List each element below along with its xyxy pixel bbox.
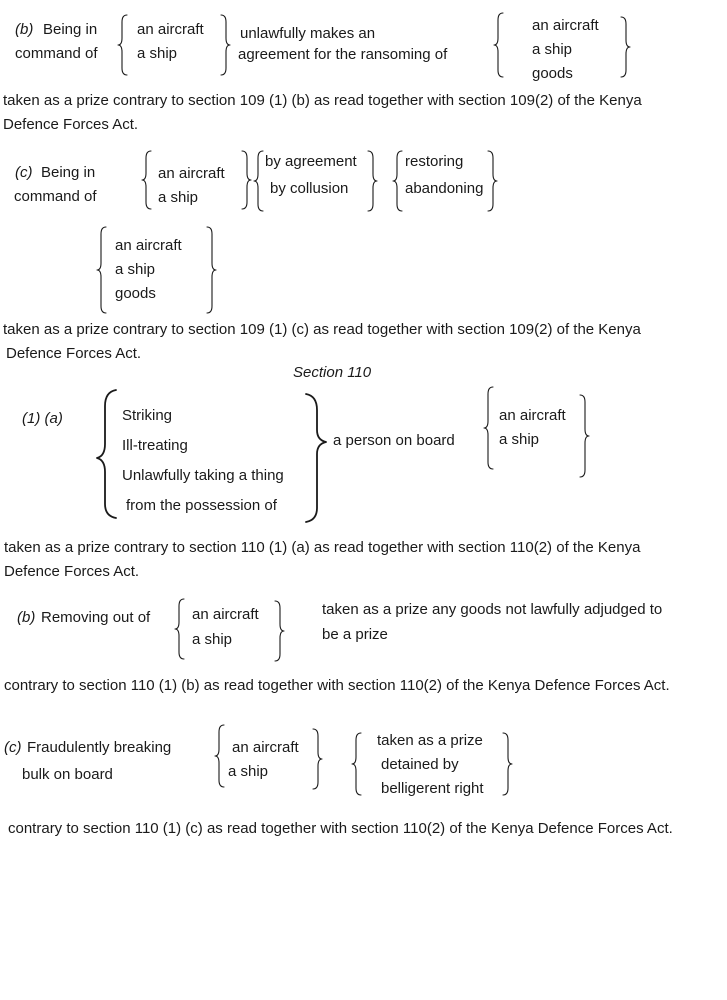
clause-text: command of xyxy=(15,45,98,62)
option-taken-as-prize: taken as a prize xyxy=(377,732,483,749)
act-striking: Striking xyxy=(122,407,173,424)
option-by-collusion: by collusion xyxy=(270,180,349,197)
alternative-ship: a ship xyxy=(499,431,540,448)
clause-text: unlawfully makes an xyxy=(240,25,376,42)
act-ill-treating: Ill-treating xyxy=(122,437,188,454)
offence-tail: taken as a prize contrary to section 109 (1) (b) as read together with section 109(2) of the Kenya xyxy=(3,92,642,109)
alternative-ship: a ship xyxy=(532,41,573,58)
clause-text: agreement for the ransoming of xyxy=(238,46,448,63)
option-detained-by: detained by xyxy=(381,756,459,773)
alternative-aircraft: an aircraft xyxy=(115,237,182,254)
clause-text: Fraudulently breaking xyxy=(27,739,172,756)
offence-tail: contrary to section 110 (1) (b) as read together with section 110(2) of the Kenya Defence Forces Act. xyxy=(4,677,670,694)
alternative-aircraft: an aircraft xyxy=(532,17,599,34)
left-brace xyxy=(484,386,496,470)
act-taking: Unlawfully taking a thing xyxy=(122,467,284,484)
left-brace xyxy=(494,12,506,78)
alternative-aircraft: an aircraft xyxy=(232,739,299,756)
clause-text: be a prize xyxy=(322,626,388,643)
clause-text: taken as a prize any goods not lawfully adjudged to xyxy=(322,601,663,618)
right-brace xyxy=(501,732,513,796)
right-brace xyxy=(302,392,328,524)
act-taking: from the possession of xyxy=(126,497,277,514)
section-heading: Section 110 xyxy=(293,364,372,381)
right-brace xyxy=(619,16,631,78)
left-brace xyxy=(215,724,227,788)
offence-tail: taken as a prize contrary to section 109 (1) (c) as read together with section 109(2) of the Kenya xyxy=(3,321,641,338)
option-belligerent-right: belligerent right xyxy=(381,780,484,797)
right-brace xyxy=(219,14,231,76)
offence-tail: taken as a prize contrary to section 110 (1) (a) as read together with section 110(2) of the Kenya xyxy=(4,539,641,556)
clause-label: (b) xyxy=(15,21,34,38)
option-restoring: restoring xyxy=(405,153,464,170)
clause-text: bulk on board xyxy=(22,766,113,783)
left-brace xyxy=(97,226,109,314)
clause-label: (c) xyxy=(4,739,22,756)
option-abandoning: abandoning xyxy=(405,180,484,197)
left-brace xyxy=(96,388,120,520)
offence-tail: contrary to section 110 (1) (c) as read together with section 110(2) of the Kenya Defence Forces Act. xyxy=(8,820,673,837)
clause-text: Being in xyxy=(41,164,96,181)
alternative-aircraft: an aircraft xyxy=(192,606,259,623)
clause-text: command of xyxy=(14,188,97,205)
right-brace xyxy=(273,600,285,662)
left-brace xyxy=(142,150,154,210)
alternative-ship: a ship xyxy=(192,631,233,648)
alternative-ship: a ship xyxy=(115,261,156,278)
offence-tail: Defence Forces Act. xyxy=(4,563,140,580)
option-by-agreement: by agreement xyxy=(265,153,357,170)
left-brace xyxy=(352,732,364,796)
alternative-aircraft: an aircraft xyxy=(499,407,566,424)
right-brace xyxy=(486,150,498,212)
alternative-ship: a ship xyxy=(137,45,178,62)
right-brace xyxy=(311,728,323,790)
alternative-goods: goods xyxy=(115,285,156,302)
left-brace xyxy=(393,150,405,212)
right-brace xyxy=(205,226,217,314)
alternative-goods: goods xyxy=(532,65,573,82)
clause-text: Removing out of xyxy=(41,609,151,626)
left-brace xyxy=(175,598,187,660)
offence-tail: Defence Forces Act. xyxy=(3,116,139,133)
alternative-aircraft: an aircraft xyxy=(158,165,225,182)
alternative-ship: a ship xyxy=(158,189,199,206)
alternative-ship: a ship xyxy=(228,763,269,780)
left-brace xyxy=(118,14,130,76)
clause-text: Being in xyxy=(43,21,98,38)
clause-text: a person on board xyxy=(333,432,455,449)
clause-label: (b) xyxy=(17,609,36,626)
right-brace xyxy=(366,150,378,212)
right-brace xyxy=(578,394,590,478)
clause-label: (c) xyxy=(15,164,33,181)
alternative-aircraft: an aircraft xyxy=(137,21,204,38)
clause-label: (1) (a) xyxy=(22,410,63,427)
offence-tail: Defence Forces Act. xyxy=(6,345,142,362)
right-brace xyxy=(240,150,252,210)
